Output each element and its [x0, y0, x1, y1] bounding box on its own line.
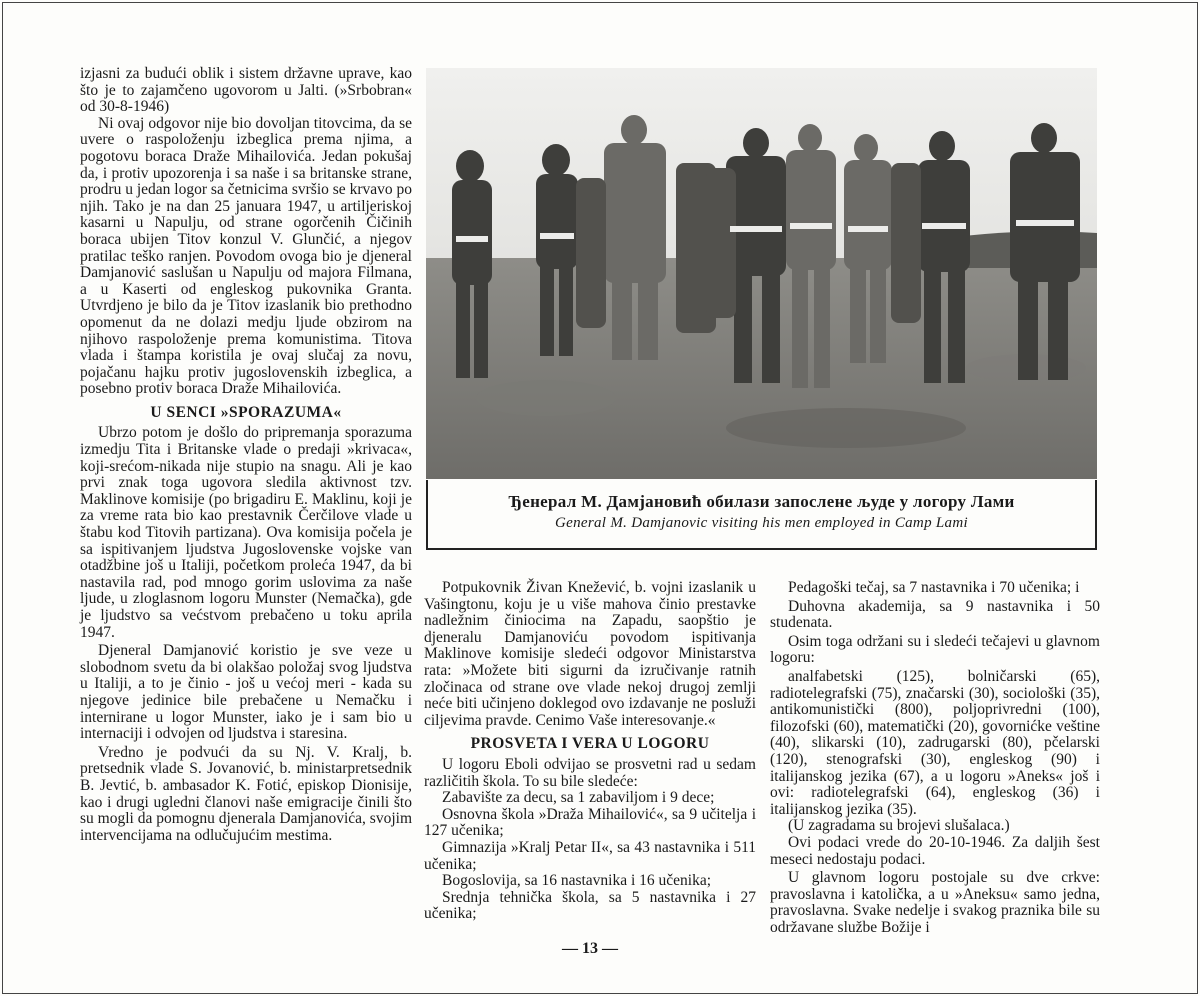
- paragraph: analfabetski (125), bolničarski (65), radiotelegrafski (75), značarski (30), sociološki (35), antikomunistički (800), poljoprivredni (100), filozofski (60), matematički (20), govornićke veštine (40), slikarski (10), zadrugarski (80), pčelarski (120), stenografski (30), engleskog (90) i italijanskog jezika (67), a u logoru »Aneks« još i ovi: radiotelegrafski (64), engleskog (36) i italijanskog jezika (35).: [770, 667, 1100, 818]
- paragraph: U glavnom logoru postojale su dve crkve: pravoslavna i katolička, a u »Aneksu« samo jedna, pravoslavna. Svake nedelje i svakog praznika bile su održavane službe Božije i: [770, 869, 1100, 936]
- caption-english: General M. Damjanovic visiting his men employed in Camp Lami: [555, 515, 968, 531]
- photograph: [426, 68, 1097, 479]
- paragraph: Osim toga održani su i sledeći tečajevi u glavnom logoru:: [770, 632, 1100, 667]
- column-left: [80, 66, 412, 844]
- list-item: Gimnazija »Kralj Petar II«, sa 43 nastavnika i 511 učenika;: [424, 838, 756, 873]
- list-item: Srednja tehnička škola, sa 5 nastavnika i 27 učenika;: [424, 888, 756, 923]
- column-right: [770, 580, 1100, 936]
- list-item: Duhovna akademija, sa 9 nastavnika i 50 studenata.: [770, 597, 1100, 632]
- paragraph: U logoru Eboli odvijao se prosvetni rad u sedam različitih škola. To su bile sledeće:: [424, 755, 756, 790]
- section-heading: PROSVETA I VERA U LOGORU: [470, 735, 710, 753]
- list-item: Zabavište za decu, sa 1 zabaviljom i 9 dece;: [442, 789, 715, 807]
- list-item: Bogoslovija, sa 16 nastavnika i 16 učenika;: [442, 872, 712, 890]
- paragraph: Djeneral Damjanović koristio je sve veze u slobodnom svetu da bi olakšao položaj svog ljudstva u Italiji, a to je činio - još u većoj meri - kada su njegove jedinice bile prebačene u Nemačku i internirane u logor Munster, iako je i sam bio u internaciji i odvojen od ljudstva i staresina.: [80, 642, 412, 743]
- column-middle: [424, 580, 756, 923]
- paragraph: (U zagradama su brojevi slušalaca.): [788, 817, 1010, 835]
- photo-caption: [426, 480, 1097, 550]
- photo-soldiers-image: [426, 68, 1097, 479]
- paragraph: Vredno je podvući da su Nj. V. Kralj, b. pretsednik vlade S. Jovanović, b. ministarpretsednik B. Jevtić, b. ambasador K. Fotić, episkop Dionisije, kao i drugi ugledni članovi naše emigracije činili što su mogli da pomognu djenerala Damjanovića, svojim intervencijama na odlučujućim mestima.: [80, 743, 412, 844]
- paragraph: Potpukovnik Živan Knežević, b. vojni izaslanik u Vašingtonu, koju je u više mahova činio prestavke nadležnim činiocima na Zapadu, saopštio je djeneralu Damjanoviću povodom ispitivanja Maklinove komisije sledeći odgovor Ministarstva rata: »Možete biti sigurni da izručivanje ratnih zločinaca od strane ove vlade nekoj drugoj zemlji neće biti učinjeno doklegod ovo izdavanje ne posluži ciljevima pravde. Cenimo Vaše interesovanje.«: [424, 579, 756, 729]
- section-heading: U SENCI »SPORAZUMA«: [150, 403, 342, 421]
- paragraph: izjasni za budući oblik i sistem državne uprave, kao što je to zajamčeno ugovorom u Jalti. (»Srbobran« od 30-8-1946): [80, 65, 412, 116]
- list-item: Osnovna škola »Draža Mihailović«, sa 9 učitelja i 127 učenika;: [424, 805, 756, 840]
- caption-cyrillic: Ђенерал М. Дамјановић обилази запослене људе у логору Лами: [508, 492, 1015, 511]
- paragraph: Ovi podaci vrede do 20-10-1946. Za daljih šest meseci nedostaju podaci.: [770, 833, 1100, 868]
- paragraph: Ubrzo potom je došlo do pripremanja sporazuma izmedju Tita i Britanske vlade o predaji »krivaca«, koji-srećom-nikada nije stupio na snagu. Ali je kao prvi znak toga ugovora sledila aktivnost tzv. Maklinove komisije (po brigadiru E. Maklinu, koji je za vreme rata bio kao prestavnik Čerčilove vlade u štabu kod Titovih partizana). Ova komisija počela je sa ispitivanjem ljudstva Jugoslovenske vojske van otadžbine još u Italiji, početkom proleća 1947, da bi nastavila rad, pod mnogo gorim uslovima za naše ljude, u zloglasnom logoru Munster (Nemačka), gde je ljudstvo sa većstvom prebačeno u toku aprila 1947.: [80, 424, 412, 641]
- list-item: Pedagoški tečaj, sa 7 nastavnika i 70 učenika; i: [788, 579, 1080, 596]
- paragraph: Ni ovaj odgovor nije bio dovoljan titovcima, da se uvere o raspoloženju izbeglica prema njima, a pogotovu boraca Draže Mihailovića. Jedan pokušaj da, i protiv upozorenja i sa naše i sa britanske strane, prodru u jedan logor sa četnicima svršio se krvavo po njih. Tako je na dan 25 januara 1947, u artiljeriskoj kasarni u Napulju, od strane ogorčenih Čičinih boraca ubijen Titov konzul V. Glunčić, a njegov pratilac teško ranjen. Povodom ovoga bio je djeneral Damjanović saslušan u Napulju od majora Filmana, a u Kaserti od engleskog pukovnika Granta. Utvrdjeno je bilo da je Titov izaslanik bio prethodno opomenut da ne dolazi medju ljude obzirom na njihovo raspoloženje prema komunistima. Titova vlada i štampa koristila je ovaj slučaj za novu, pojačanu hajku protiv jugoslovenskih izbeglica, a posebno protiv boraca Draže Mihailovića.: [80, 114, 412, 398]
- page-number: — 13 —: [562, 940, 618, 957]
